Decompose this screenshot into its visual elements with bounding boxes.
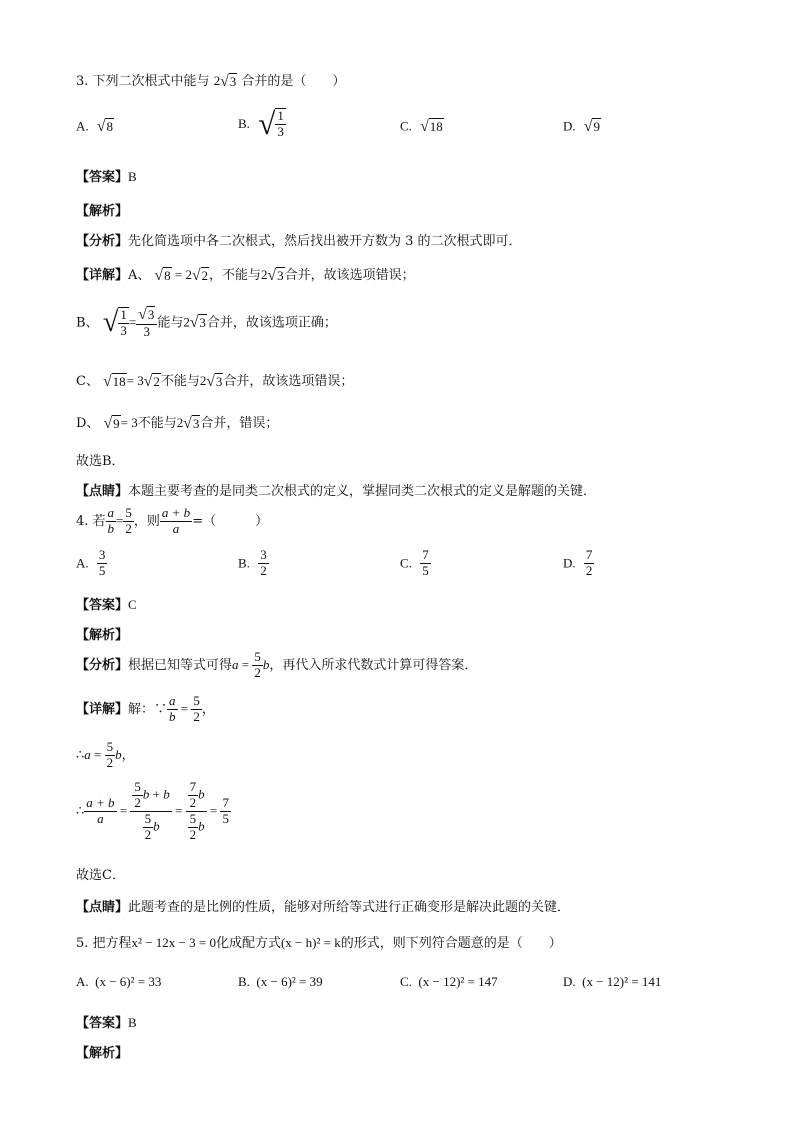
q3-detail-a: 【详解】A、 √8 = 2√2，不能与2√3合并，故该选项错误； <box>76 266 415 284</box>
q4-detail-2: ∴a = $\frac{5}{2}$ b， <box>76 739 135 770</box>
q4-option-b: B. $\frac{3}{2}$ <box>238 547 267 578</box>
q3-option-c: C. √18 <box>400 118 443 135</box>
q4-option-d: D. $\frac{7}{2}$ <box>563 547 593 578</box>
q3-option-a: A. √8 <box>76 118 113 135</box>
q3-detail-d: D、 √9= 3不能与2√3合并，错误； <box>76 414 279 432</box>
q3-detail-c: C、 √18= 3√2不能与2√3合并，故该选项错误； <box>76 372 354 390</box>
q4-fenxi: 【分析】根据已知等式可得a = $\frac{5}{2}$ b，再代入所求代数式计算可得答案． <box>76 649 478 680</box>
q5-option-b: B. (x − 6)² = 39 <box>238 974 323 989</box>
q3-dianjing: 【点睛】本题主要考查的是同类二次根式的定义，掌握同类二次根式的定义是解题的关键． <box>76 484 597 499</box>
q4-answer: 【答案】C <box>76 597 137 613</box>
q3-conclude: 故选B． <box>76 454 125 469</box>
q4-dianjing: 【点睛】此题考查的是比例的性质，能够对所给等式进行正确变形是解决此题的关键． <box>76 900 571 915</box>
q4-stem: 4. 若 $\frac{a}{b}$ = $\frac{5}{2}$ ，则 $\frac{a + b}{a}$ =（ ） <box>76 505 269 536</box>
q5-option-c: C. (x − 12)² = 147 <box>400 974 498 989</box>
q5-analysis-tag: 【解析】 <box>76 1046 129 1061</box>
q5-stem: 5. 把方程x² − 12x − 3 = 0化成配方式(x − h)² = k的形式，则下列符合题意的是（ ） <box>76 935 562 951</box>
q3-option-d: D. √9 <box>563 118 600 135</box>
q4-option-c: C. $\frac{7}{5}$ <box>400 547 429 578</box>
q4-analysis-tag: 【解析】 <box>76 628 129 643</box>
q4-detail-1: 【详解】解：∵ $\frac{a}{b}$ = $\frac{5}{2}$ ， <box>76 693 215 724</box>
q5-option-a: A. (x − 6)² = 33 <box>76 974 162 989</box>
q3-option-b: B. √ $\frac{1}{3}$ <box>238 106 284 141</box>
q3-fenxi: 【分析】先化简选项中各二次根式，然后找出被开方数为 3 的二次根式即可． <box>76 234 522 249</box>
q3-analysis-tag: 【解析】 <box>76 204 129 219</box>
q4-conclude: 故选C． <box>76 868 125 883</box>
q4-option-a: A. $\frac{3}{5}$ <box>76 547 106 578</box>
q5-answer: 【答案】B <box>76 1015 137 1031</box>
q3-stem: 3. 下列二次根式中能与 2√3 合并的是（ ） <box>76 72 346 90</box>
q3-detail-b: B、 √ $\frac{1}{3}$ = $\frac{√3}{3}$ 能与2√3合并，故该选项正确； <box>76 306 337 339</box>
q3-answer: 【答案】B <box>76 169 137 185</box>
q4-detail-3: ∴ $\frac{a + b}{a}$ = $\frac{5}{2}$ b + b $\frac{5}{2}$ b = $\frac{7}{2}$ b $\frac{5}{2}$ b = $\frac{7}{5}$ <box>76 779 229 842</box>
q5-option-d: D. (x − 12)² = 141 <box>563 974 662 989</box>
